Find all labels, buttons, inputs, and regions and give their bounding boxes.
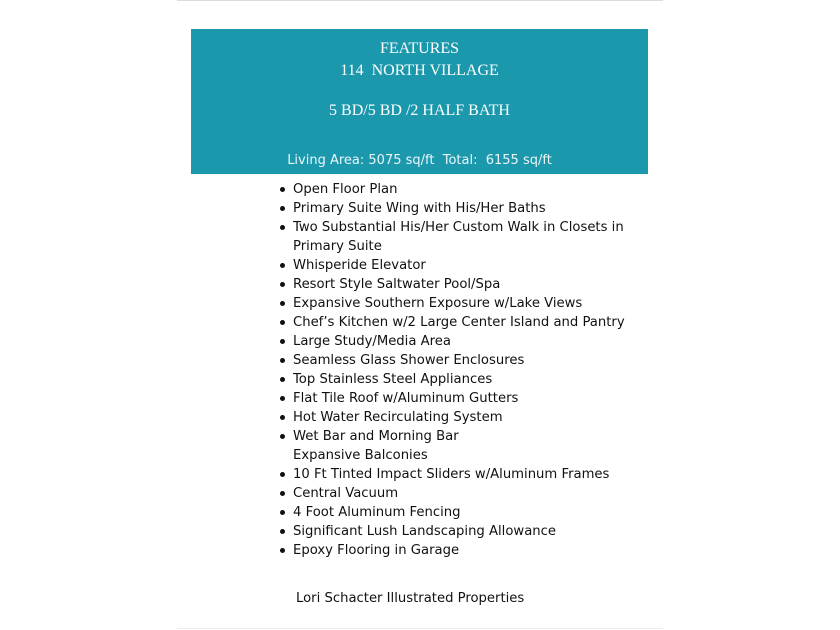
feature-text: Significant Lush Landscaping Allowance	[293, 524, 557, 539]
feature-item	[277, 408, 647, 427]
agent-credit: Lori Schacter Illustrated Properties	[296, 591, 525, 606]
bottom-divider	[177, 628, 663, 629]
feature-text: Primary Suite	[293, 239, 382, 254]
feature-text: Resort Style Saltwater Pool/Spa	[293, 277, 501, 292]
feature-item	[277, 256, 647, 275]
feature-item	[277, 199, 647, 218]
feature-text: Two Substantial His/Her Custom Walk in Closets in	[293, 220, 624, 235]
feature-item	[277, 522, 647, 541]
feature-item	[277, 503, 647, 522]
feature-text: 4 Foot Aluminum Fencing	[293, 505, 461, 520]
property-address: 114 NORTH VILLAGE	[340, 62, 499, 79]
feature-text: Flat Tile Roof w/Aluminum Gutters	[293, 391, 519, 406]
feature-item	[277, 180, 647, 199]
feature-item	[277, 427, 647, 446]
feature-text: Whisperide Elevator	[293, 258, 426, 273]
feature-text: Expansive Balconies	[293, 448, 428, 463]
feature-text: Expansive Southern Exposure w/Lake Views	[293, 296, 583, 311]
feature-item	[277, 275, 647, 294]
feature-text: Wet Bar and Morning Bar	[293, 429, 459, 444]
feature-item	[277, 465, 647, 484]
feature-item	[277, 313, 647, 332]
feature-text: Large Study/Media Area	[293, 334, 451, 349]
banner-heading: FEATURES	[379, 40, 460, 57]
feature-text: Primary Suite Wing with His/Her Baths	[293, 201, 546, 216]
beds-baths: 5 BD/5 BD /2 HALF BATH	[329, 102, 510, 119]
feature-banner	[191, 29, 648, 174]
feature-text: Central Vacuum	[293, 486, 399, 501]
feature-text: Epoxy Flooring in Garage	[293, 543, 460, 558]
feature-item	[277, 541, 647, 560]
feature-item	[277, 294, 647, 313]
feature-item	[277, 218, 647, 256]
feature-text: Hot Water Recirculating System	[293, 410, 503, 425]
living-area: Living Area: 5075 sq/ft Total: 6155 sq/ft	[287, 153, 552, 168]
feature-text: Open Floor Plan	[293, 182, 398, 197]
top-divider	[177, 0, 663, 1]
feature-text: Top Stainless Steel Appliances	[293, 372, 493, 387]
feature-text: Chef’s Kitchen w/2 Large Center Island and Pantry	[293, 315, 625, 330]
feature-item	[277, 351, 647, 370]
feature-text: Seamless Glass Shower Enclosures	[293, 353, 525, 368]
feature-item	[277, 446, 647, 465]
feature-text: 10 Ft Tinted Impact Sliders w/Aluminum Frames	[293, 467, 610, 482]
feature-item	[277, 484, 647, 503]
feature-item	[277, 332, 647, 351]
feature-item	[277, 370, 647, 389]
feature-item	[277, 389, 647, 408]
feature-list	[277, 180, 647, 560]
